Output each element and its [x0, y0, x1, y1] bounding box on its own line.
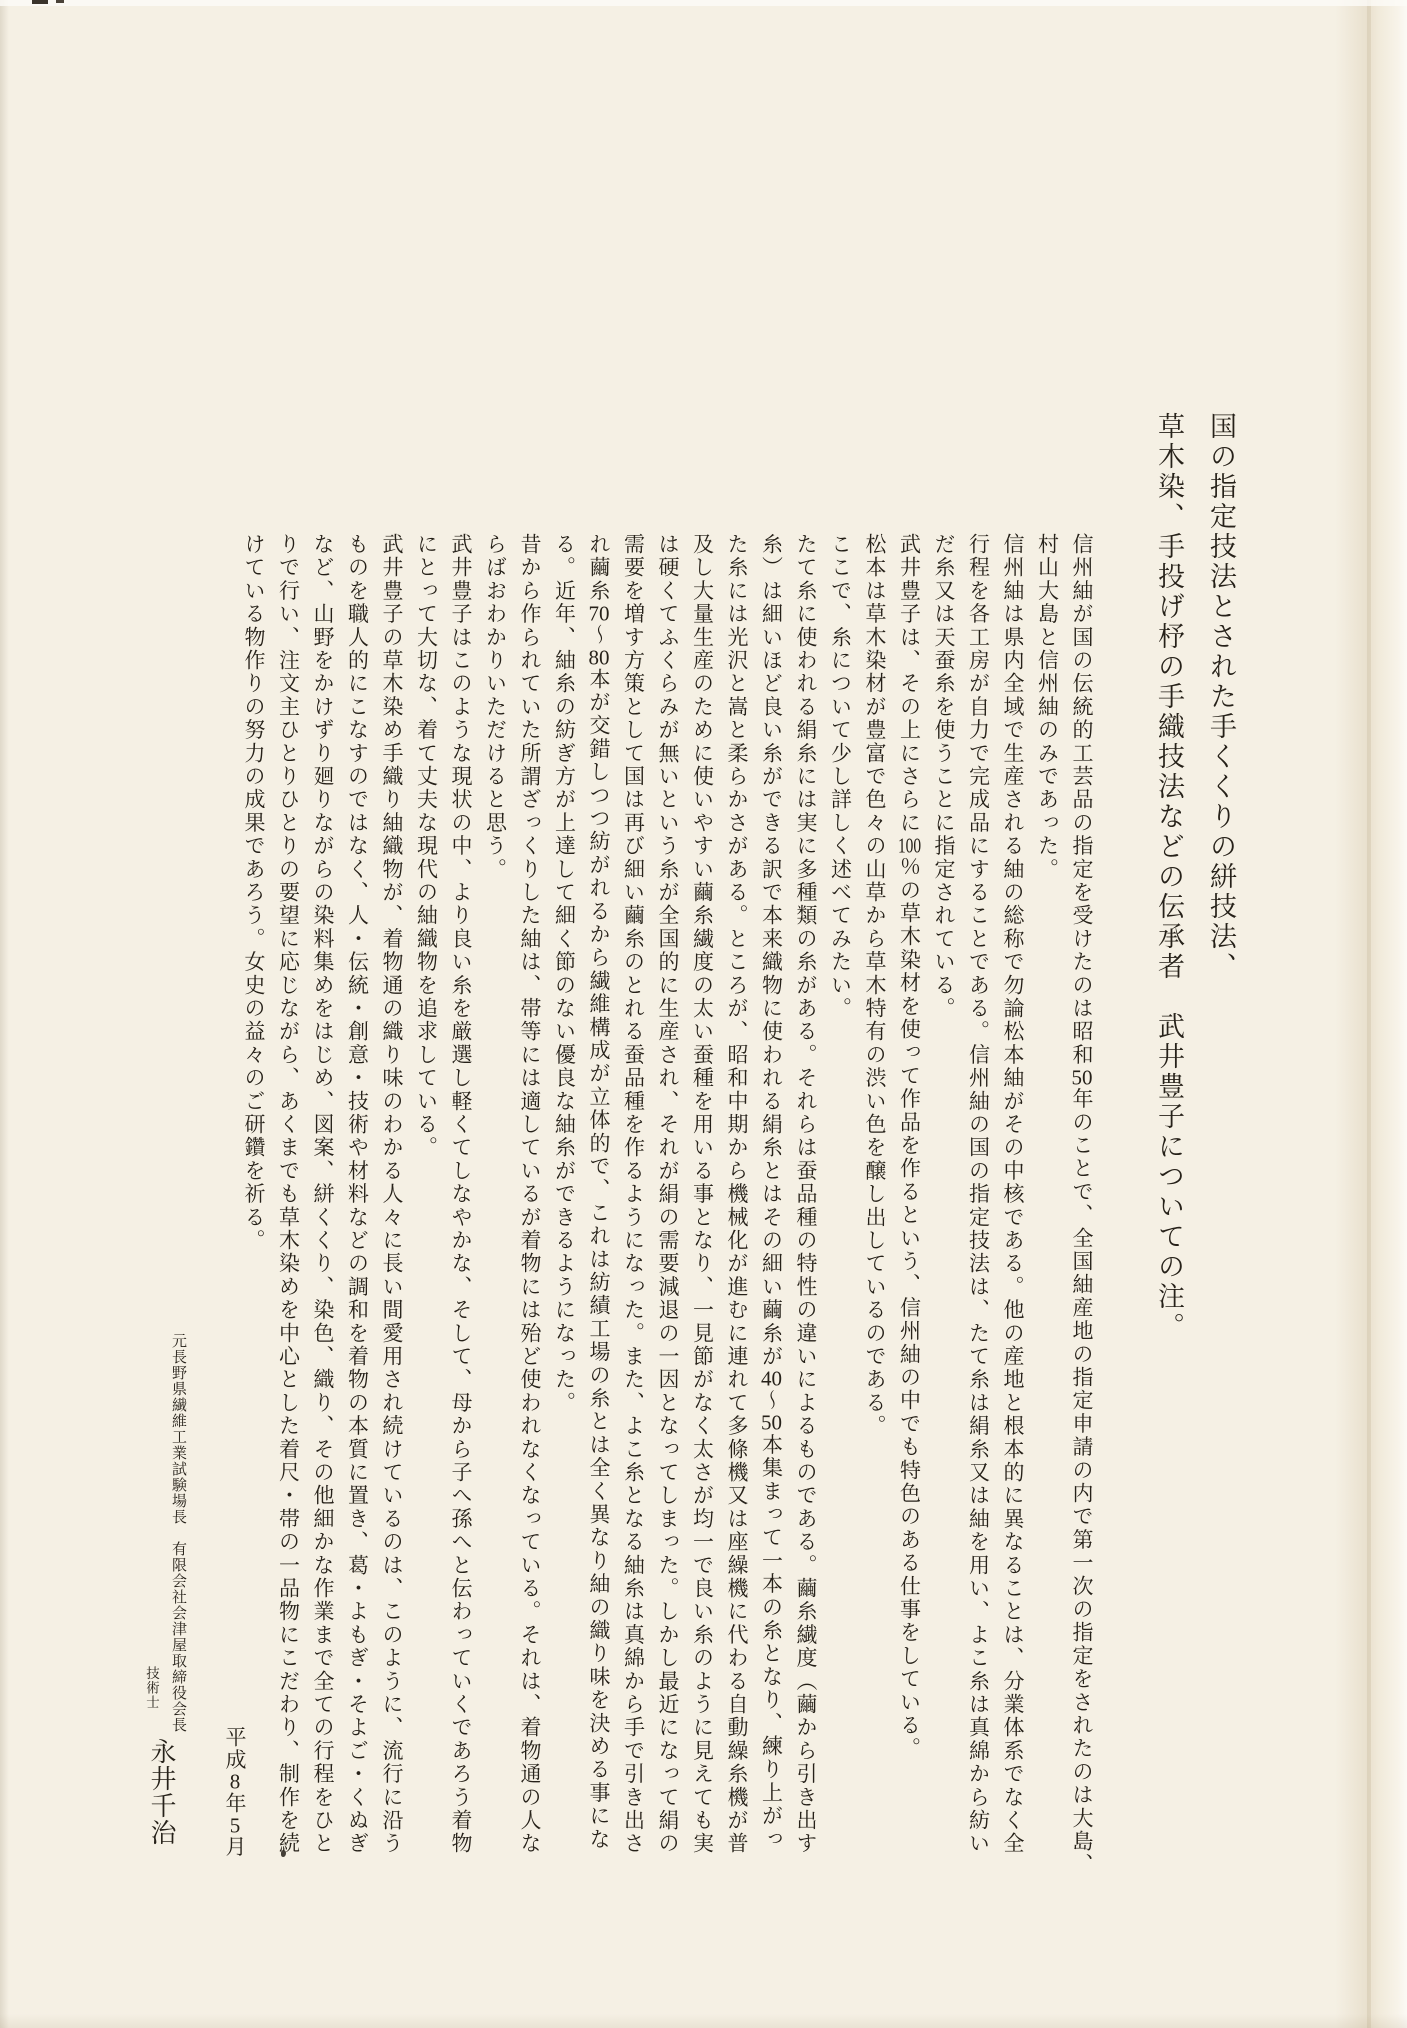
title-line: 国の指定技法とされた手くくりの絣技法、: [1206, 412, 1236, 982]
body-line: 武井豊子はこのような現状の中、より良い糸を厳選し軽くてしなやかな、そして、母から子へ孫へと伝わっていくであろう着物: [449, 533, 473, 1856]
body-line: ここで、糸について少し詳しく述べてみたい。: [828, 533, 853, 1021]
body-line: 需要を増す方策として国は再び細い繭糸のとれる蚕品種を作るようになった。また、よこ糸となる紬糸は真綿から手で引き出さ: [621, 533, 646, 1856]
signature-role: 技術士: [144, 1666, 159, 1710]
title-line: 草木染、手投げ杼の手織技法などの伝承者 武井豊子についての注。: [1154, 412, 1184, 1342]
tatechuyoko-number: 50: [761, 1412, 782, 1434]
body-line: 糸）は細いほど良い糸ができる訳で本来織物に使われる絹糸とはその細い繭糸が40〜50本集まって一本の糸となり、練り上がっ: [759, 533, 784, 1852]
page-right-crease: [1367, 0, 1371, 2028]
page-left-edge-shade: [0, 0, 9, 2028]
body-line: 松本は草木染材が豊富で色々の山草から草木特有の渋い色を醸し出しているのである。: [863, 533, 887, 1438]
page-right-edge-shade: [1335, 0, 1407, 2028]
body-text-block: [237, 533, 1100, 1925]
tatechuyoko-number: 8: [229, 1771, 241, 1792]
body-line: る。近年、紬糸の紡ぎ方が上達して細く節のない優良な紬糸ができるようになった。: [552, 533, 577, 1415]
body-line: 武井豊子の草木染め手織り紬織物が、着物通の織り味のわかる人々に長い間愛用され続けているのは、このように、流行に沿う: [380, 533, 404, 1856]
tatechuyoko-number: 40: [761, 1368, 782, 1390]
tatechuyoko-number: 5: [229, 1814, 241, 1836]
scan-speck: [32, 0, 48, 4]
body-line: 信州紬が国の伝統的工芸品の指定を受けたのは昭和50年のことで、全国紬産地の指定申請の内で第一次の指定をされたのは大島、: [1070, 533, 1094, 1877]
body-line: たて糸に使われる絹糸には実に多種類の糸がある。それらは蚕品種の特性の違いによるものである。繭糸繊度（繭から引き出す: [794, 533, 818, 1856]
signature-date: 平成8年5月: [223, 1726, 247, 1858]
body-line: など、山野をかけずり廻りながらの染料集めをはじめ、図案、絣くくり、染色、織り、その他細かな作業まで全ての行程をひと: [311, 533, 335, 1856]
signature-affiliation: 元長野県繊維工業試験場長 有限会社会津屋取締役会長: [170, 1333, 186, 1733]
body-line: らばおわかりいただけると思う。: [483, 533, 508, 881]
signature-name: 永井千治: [147, 1738, 176, 1846]
body-line: 村山大島と信州紬のみであった。: [1035, 533, 1060, 881]
body-line: にとって大切な、着て丈夫な現代の紬織物を追求している。: [414, 533, 439, 1160]
body-line: 及し大量生産のために使いやすい繭糸繊度の太い蚕種を用いる事となり、一見節がなく太さが均一で良い糸のように見えても実: [690, 533, 715, 1856]
body-line: だ糸又は天蚕糸を使うことに指定されている。: [932, 533, 956, 1021]
tatechuyoko-number: 100: [897, 834, 922, 856]
body-line: ものを職人的にこなすのではなく、人・伝統・創意・技術や材料などの調和を着物の本質に置き、葛・よもぎ・そよご・くぬぎ: [345, 533, 370, 1856]
body-line: 行程を各工房が自力で完成品にすることである。信州紬の国の指定技法は、たて糸は絹糸又は紬を用い、よこ糸は真綿から紡い: [966, 533, 991, 1856]
tatechuyoko-number: 70: [588, 602, 610, 624]
page-top-edge: [0, 0, 1407, 6]
body-line: けている物作りの努力の成果であろう。女史の益々のご研鑽を祈る。: [242, 533, 266, 1253]
body-line: は硬くてふくらみが無いという糸が全国的に生産され、それが絹の需要減退の一因となってしまった。しかし最近になって絹の: [656, 533, 680, 1856]
body-line: た糸には光沢と嵩と柔らかさがある。ところが、昭和中期から機械化が進むに連れて多條機又は座繰機に代わる自動繰糸機が普: [725, 533, 749, 1856]
scan-speck: [56, 0, 64, 3]
body-line: 信州紬は県内全域で生産される紬の総称で勿論松本紬がその中核である。他の産地と根本的に異なることは、分業体系でなく全: [1001, 533, 1025, 1856]
page-bottom-edge-shade: [0, 2014, 1407, 2028]
body-line: れ繭糸70〜80本が交錯しつつ紡がれるから繊維構成が立体的で、これは紡績工場の糸とは全く異なり紬の織り味を決める事にな: [587, 533, 611, 1852]
tatechuyoko-number: 80: [588, 646, 610, 668]
body-line: 武井豊子は、その上にさらに100％の草木染材を使って作品を作るという、信州紬の中でも特色のある仕事をしている。: [897, 533, 922, 1761]
title-block: [1143, 412, 1247, 1397]
body-line: 昔から作られていた所謂ざっくりした紬は、帯等には適しているが着物には殆ど使われなくなっている。それは、着物通の人な: [518, 533, 542, 1856]
tatechuyoko-number: 50: [1071, 1066, 1093, 1088]
body-line: りで行い、注文主ひとりひとりの要望に応じながら、あくまでも草木染めを中心とした着尺・帯の一品物にこだわり、制作を続: [276, 533, 301, 1856]
